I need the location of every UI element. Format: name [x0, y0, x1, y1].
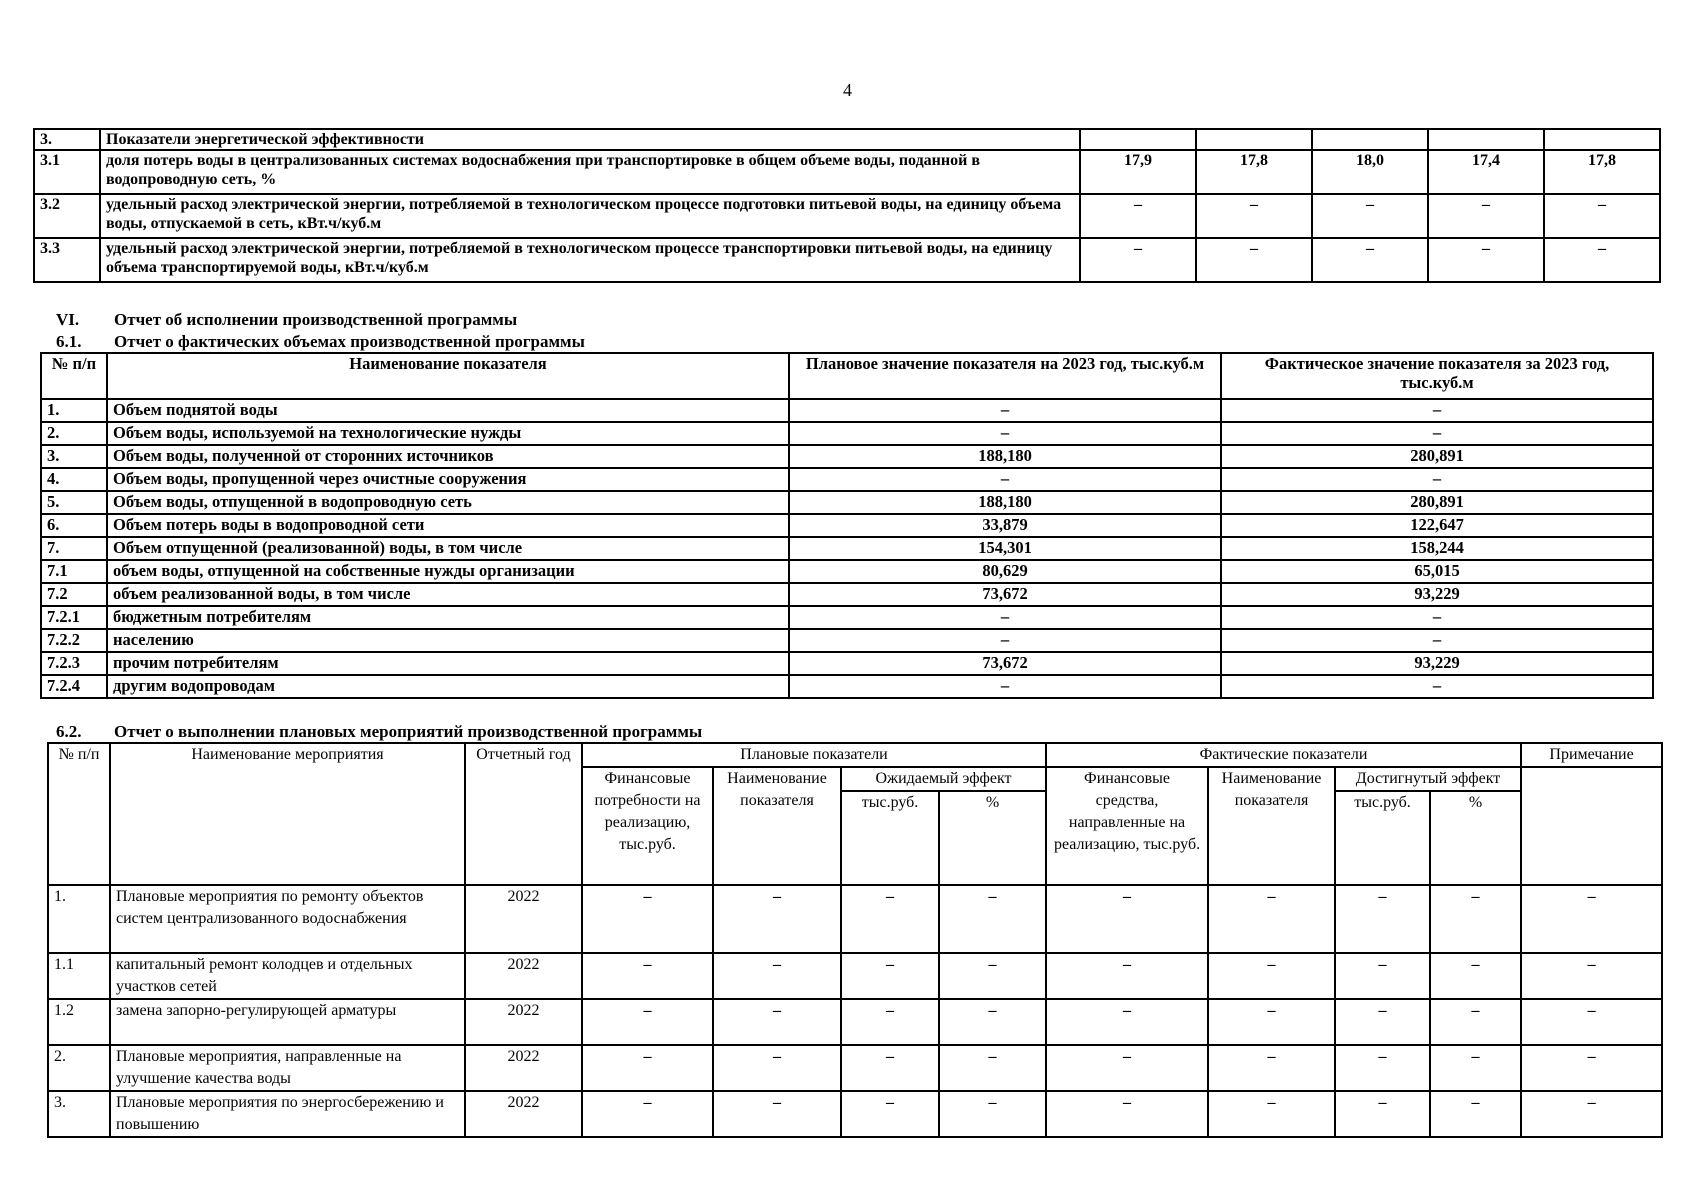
- row-value: –: [1208, 1091, 1335, 1137]
- row-name: прочим потребителям: [107, 652, 789, 675]
- row-plan: –: [789, 606, 1221, 629]
- row-value: –: [841, 999, 939, 1045]
- table-row: [41, 422, 1653, 445]
- row-number: 3.3: [34, 238, 100, 282]
- row-value: –: [1521, 1091, 1662, 1137]
- row-value: –: [582, 999, 713, 1045]
- header-plan-fin: Финансовые потребности на реализацию, тыс.руб.: [582, 767, 713, 885]
- row-value: –: [841, 953, 939, 999]
- row-value: –: [1521, 999, 1662, 1045]
- row-number: 7.2.3: [41, 652, 107, 675]
- row-fact: 122,647: [1221, 514, 1653, 537]
- row-number: 1.1: [48, 953, 110, 999]
- row-value: –: [841, 1091, 939, 1137]
- row-value: –: [1196, 238, 1312, 282]
- header-num: № п/п: [48, 743, 110, 885]
- row-value: –: [713, 1091, 841, 1137]
- row-value: –: [1046, 1091, 1208, 1137]
- header-fact-fin: Финансовые средства, направленные на реализацию, тыс.руб.: [1046, 767, 1208, 885]
- row-value: –: [1208, 999, 1335, 1045]
- production-volumes-table: [40, 352, 1654, 699]
- header-year: Отчетный год: [465, 743, 582, 885]
- row-plan: 33,879: [789, 514, 1221, 537]
- header-fact-ind: Наименование показателя: [1208, 767, 1335, 885]
- row-value: 17,4: [1428, 150, 1544, 194]
- row-value: –: [1430, 1045, 1521, 1091]
- table-row: [41, 537, 1653, 560]
- row-value: –: [1521, 1045, 1662, 1091]
- row-value: –: [1046, 885, 1208, 953]
- table-row: [34, 129, 1660, 150]
- row-fact: –: [1221, 675, 1653, 698]
- row-value: [1428, 129, 1544, 150]
- row-name: удельный расход электрической энергии, потребляемой в технологическом процессе транспортировки питьевой воды, на единицу объема транспортируемой воды, кВт.ч/куб.м: [100, 238, 1080, 282]
- row-value: 18,0: [1312, 150, 1428, 194]
- row-number: 1.2: [48, 999, 110, 1045]
- row-number: 1.: [48, 885, 110, 953]
- row-name: Плановые мероприятия, направленные на улучшение качества воды: [110, 1045, 465, 1091]
- row-value: –: [1312, 238, 1428, 282]
- row-name: капитальный ремонт колодцев и отдельных участков сетей: [110, 953, 465, 999]
- header-plan-pct: %: [939, 791, 1046, 885]
- row-value: –: [713, 1045, 841, 1091]
- table-row: [48, 885, 1662, 953]
- header-plan: Плановое значение показателя на 2023 год, тыс.куб.м: [789, 353, 1221, 399]
- row-number: 2.: [41, 422, 107, 445]
- row-plan: 73,672: [789, 583, 1221, 606]
- table-row: [41, 629, 1653, 652]
- row-value: –: [582, 1045, 713, 1091]
- row-number: 3.1: [34, 150, 100, 194]
- table-row: [34, 194, 1660, 238]
- section-6-1-heading: 6.1. Отчет о фактических объемах производственной программы: [56, 332, 585, 351]
- row-name: Объем воды, отпущенной в водопроводную сеть: [107, 491, 789, 514]
- row-number: 7.2.1: [41, 606, 107, 629]
- row-fact: 93,229: [1221, 652, 1653, 675]
- row-year: 2022: [465, 1045, 582, 1091]
- row-value: –: [841, 1045, 939, 1091]
- row-year: 2022: [465, 1091, 582, 1137]
- table-row: [41, 675, 1653, 698]
- row-value: –: [1046, 1045, 1208, 1091]
- row-plan: –: [789, 399, 1221, 422]
- row-plan: –: [789, 675, 1221, 698]
- planned-measures-table: [47, 742, 1663, 1138]
- row-value: –: [1544, 194, 1660, 238]
- row-value: –: [1208, 953, 1335, 999]
- row-value: –: [939, 953, 1046, 999]
- row-name: Объем поднятой воды: [107, 399, 789, 422]
- row-number: 7.2: [41, 583, 107, 606]
- row-value: –: [1335, 1045, 1430, 1091]
- row-number: 7.1: [41, 560, 107, 583]
- header-plan-effect: Ожидаемый эффект: [841, 767, 1046, 791]
- table-row: [34, 150, 1660, 194]
- row-name: Плановые мероприятия по энергосбережению и повышению: [110, 1091, 465, 1137]
- row-value: –: [939, 999, 1046, 1045]
- row-value: [1196, 129, 1312, 150]
- row-name: Объем воды, пропущенной через очистные сооружения: [107, 468, 789, 491]
- row-value: –: [1080, 194, 1196, 238]
- header-fact: Фактическое значение показателя за 2023 год, тыс.куб.м: [1221, 353, 1653, 399]
- row-name: объем реализованной воды, в том числе: [107, 583, 789, 606]
- table-row: [41, 652, 1653, 675]
- row-value: 17,8: [1544, 150, 1660, 194]
- row-value: –: [582, 1091, 713, 1137]
- row-value: –: [582, 953, 713, 999]
- row-name: Плановые мероприятия по ремонту объектов систем централизованного водоснабжения: [110, 885, 465, 953]
- row-value: [1312, 129, 1428, 150]
- row-number: 3.: [41, 445, 107, 468]
- table-row: [41, 445, 1653, 468]
- header-name: Наименование показателя: [107, 353, 789, 399]
- row-number: 6.: [41, 514, 107, 537]
- row-name: Объем отпущенной (реализованной) воды, в том числе: [107, 537, 789, 560]
- row-plan: –: [789, 629, 1221, 652]
- table-row: [48, 953, 1662, 999]
- row-value: –: [1335, 999, 1430, 1045]
- row-name: удельный расход электрической энергии, потребляемой в технологическом процессе подготовки питьевой воды, на единицу объема воды, отпускаемой в сеть, кВт.ч/куб.м: [100, 194, 1080, 238]
- row-value: –: [1335, 953, 1430, 999]
- row-value: –: [1335, 1091, 1430, 1137]
- row-number: 3.: [34, 129, 100, 150]
- row-fact: 158,244: [1221, 537, 1653, 560]
- row-plan: 188,180: [789, 491, 1221, 514]
- table-row: [41, 491, 1653, 514]
- energy-efficiency-table: [33, 128, 1661, 283]
- header-fact-rub: тыс.руб.: [1335, 791, 1430, 885]
- row-year: 2022: [465, 999, 582, 1045]
- row-value: –: [841, 885, 939, 953]
- row-name: Показатели энергетической эффективности: [100, 129, 1080, 150]
- header-note-blank: [1521, 767, 1662, 885]
- row-value: –: [1046, 999, 1208, 1045]
- table-row: [48, 1045, 1662, 1091]
- row-value: –: [1521, 953, 1662, 999]
- row-fact: 65,015: [1221, 560, 1653, 583]
- row-plan: 188,180: [789, 445, 1221, 468]
- row-year: 2022: [465, 885, 582, 953]
- row-fact: 93,229: [1221, 583, 1653, 606]
- row-value: –: [1521, 885, 1662, 953]
- table-row: [41, 399, 1653, 422]
- row-fact: –: [1221, 468, 1653, 491]
- row-name: населению: [107, 629, 789, 652]
- row-number: 4.: [41, 468, 107, 491]
- row-value: –: [1430, 1091, 1521, 1137]
- row-value: –: [939, 885, 1046, 953]
- row-value: –: [1080, 238, 1196, 282]
- row-value: –: [1208, 885, 1335, 953]
- row-plan: –: [789, 468, 1221, 491]
- row-name: Объем потерь воды в водопроводной сети: [107, 514, 789, 537]
- row-value: [1080, 129, 1196, 150]
- row-number: 2.: [48, 1045, 110, 1091]
- row-number: 5.: [41, 491, 107, 514]
- section-vi-heading: VI. Отчет об исполнении производственной программы: [56, 310, 518, 329]
- row-number: 3.: [48, 1091, 110, 1137]
- header-note: Примечание: [1521, 743, 1662, 767]
- header-plan-ind: Наименование показателя: [713, 767, 841, 885]
- table-row: [41, 514, 1653, 537]
- table-row: [41, 468, 1653, 491]
- header-fact-group: Фактические показатели: [1046, 743, 1521, 767]
- header-plan-rub: тыс.руб.: [841, 791, 939, 885]
- row-value: –: [582, 885, 713, 953]
- row-name: Объем воды, полученной от сторонних источников: [107, 445, 789, 468]
- table-header-row: [48, 743, 1662, 767]
- row-value: –: [1428, 238, 1544, 282]
- page-number: 4: [843, 80, 852, 100]
- row-value: –: [1208, 1045, 1335, 1091]
- table-row: [34, 238, 1660, 282]
- row-year: 2022: [465, 953, 582, 999]
- row-value: –: [713, 885, 841, 953]
- row-number: 3.2: [34, 194, 100, 238]
- row-plan: 154,301: [789, 537, 1221, 560]
- table-row: [48, 1091, 1662, 1137]
- row-plan: –: [789, 422, 1221, 445]
- row-value: –: [939, 1045, 1046, 1091]
- row-fact: 280,891: [1221, 491, 1653, 514]
- row-value: –: [1430, 885, 1521, 953]
- row-name: замена запорно-регулирующей арматуры: [110, 999, 465, 1045]
- row-fact: –: [1221, 422, 1653, 445]
- row-value: –: [1046, 953, 1208, 999]
- table-header-row: [41, 353, 1653, 399]
- row-fact: –: [1221, 606, 1653, 629]
- row-fact: 280,891: [1221, 445, 1653, 468]
- table-row: [41, 560, 1653, 583]
- row-name: объем воды, отпущенной на собственные нужды организации: [107, 560, 789, 583]
- row-number: 7.2.4: [41, 675, 107, 698]
- row-number: 7.2.2: [41, 629, 107, 652]
- row-value: –: [713, 953, 841, 999]
- row-number: 7.: [41, 537, 107, 560]
- row-fact: –: [1221, 629, 1653, 652]
- row-value: [1544, 129, 1660, 150]
- row-name: доля потерь воды в централизованных системах водоснабжения при транспортировке в общем объеме воды, поданной в водопроводную сеть, %: [100, 150, 1080, 194]
- row-value: –: [1430, 953, 1521, 999]
- row-value: –: [1544, 238, 1660, 282]
- header-name: Наименование мероприятия: [110, 743, 465, 885]
- header-fact-effect: Достигнутый эффект: [1335, 767, 1521, 791]
- row-plan: 80,629: [789, 560, 1221, 583]
- table-row: [41, 606, 1653, 629]
- header-plan-group: Плановые показатели: [582, 743, 1046, 767]
- row-value: –: [1196, 194, 1312, 238]
- row-name: бюджетным потребителям: [107, 606, 789, 629]
- row-value: –: [1312, 194, 1428, 238]
- row-value: –: [1428, 194, 1544, 238]
- row-number: 1.: [41, 399, 107, 422]
- table-row: [48, 999, 1662, 1045]
- row-value: –: [1335, 885, 1430, 953]
- row-fact: –: [1221, 399, 1653, 422]
- row-value: –: [713, 999, 841, 1045]
- row-value: –: [939, 1091, 1046, 1137]
- section-6-2-heading: 6.2. Отчет о выполнении плановых мероприятий производственной программы: [56, 722, 703, 741]
- row-name: Объем воды, используемой на технологические нужды: [107, 422, 789, 445]
- header-fact-pct: %: [1430, 791, 1521, 885]
- row-value: –: [1430, 999, 1521, 1045]
- header-num: № п/п: [41, 353, 107, 399]
- row-value: 17,9: [1080, 150, 1196, 194]
- row-plan: 73,672: [789, 652, 1221, 675]
- row-value: 17,8: [1196, 150, 1312, 194]
- row-name: другим водопроводам: [107, 675, 789, 698]
- table-row: [41, 583, 1653, 606]
